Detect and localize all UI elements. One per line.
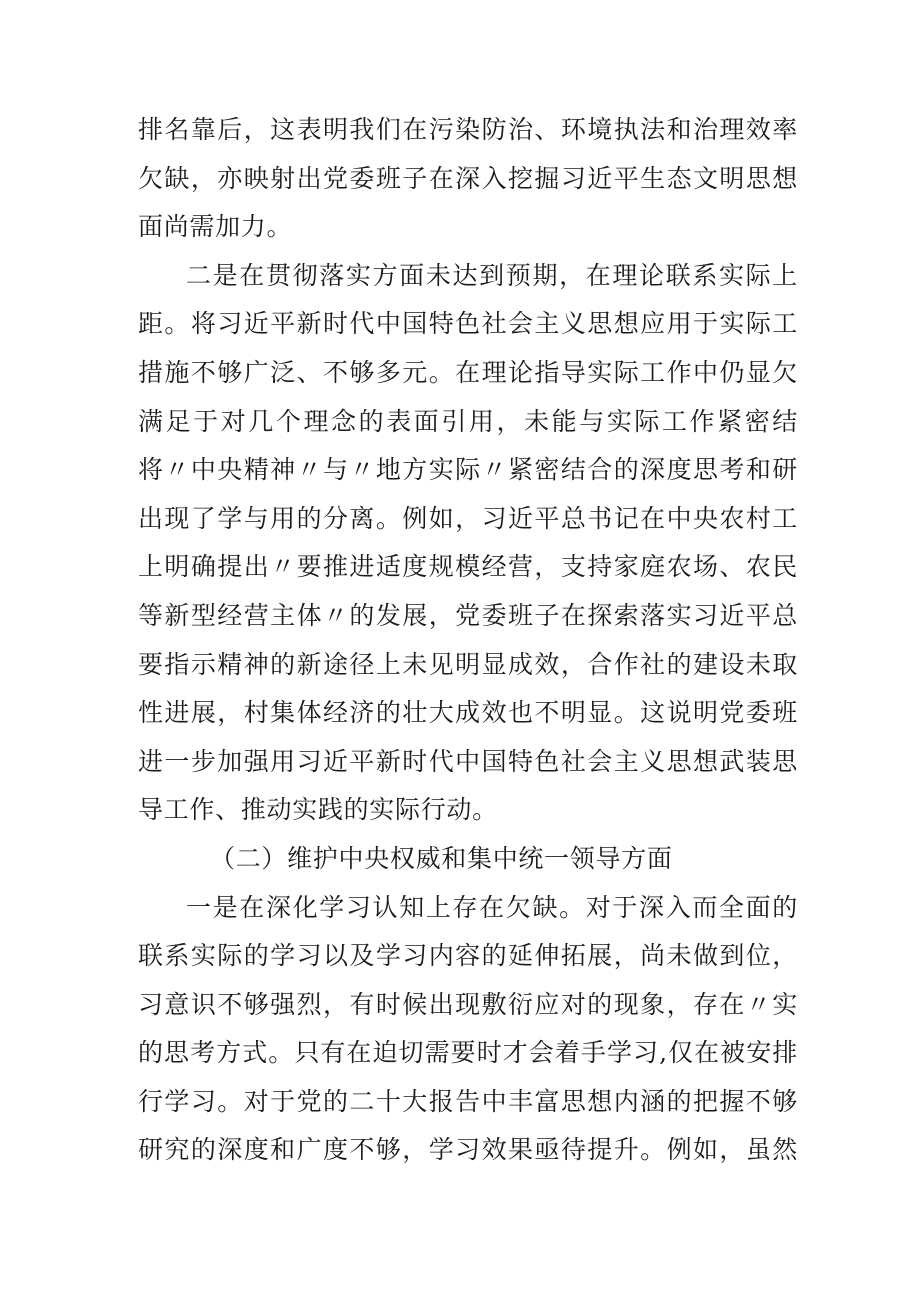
text-line: 排名靠后，这表明我们在污染防治、环境执法和治理效率 xyxy=(138,115,798,144)
text-line: 研究的深度和广度不够，学习效果亟待提升。例如，虽然 xyxy=(138,1135,798,1165)
text-line: 措施不够广泛、不够多元。在理论指导实际工作中仍显欠 xyxy=(138,357,798,387)
text-line: 满足于对几个理念的表面引用，未能与实际工作紧密结 xyxy=(138,406,798,436)
text-line: 导工作、推动实践的实际行动。 xyxy=(138,795,498,825)
text-line: 上明确提出〃要推进适度规模经营，支持家庭农场、农民 xyxy=(138,552,798,582)
text-line: 等新型经营主体〃的发展，党委班子在探索落实习近平总 xyxy=(138,600,798,630)
text-line: 行学习。对于党的二十大报告中丰富思想内涵的把握不够 xyxy=(138,1086,798,1116)
text-line: 性进展，村集体经济的壮大成效也不明显。这说明党委班 xyxy=(138,698,798,728)
text-line: 出现了学与用的分离。例如，习近平总书记在中央农村工 xyxy=(138,503,798,533)
text-line: 的思考方式。只有在迫切需要时才会着手学习,仅在被安排 xyxy=(138,1038,798,1068)
text-line: 将〃中央精神〃与〃地方实际〃紧密结合的深度思考和研 xyxy=(138,455,798,485)
section-heading: （二）维护中央权威和集中统一领导方面 xyxy=(210,843,673,873)
paragraph-start-line: 一是在深化学习认知上存在欠缺。对于深入而全面的 xyxy=(186,892,798,922)
text-line: 联系实际的学习以及学习内容的延伸拓展，尚未做到位， xyxy=(138,941,798,971)
text-line: 欠缺，亦映射出党委班子在深入挖掘习近平生态文明思想 xyxy=(138,163,798,193)
text-line: 距。将习近平新时代中国特色社会主义思想应用于实际工 xyxy=(138,309,798,339)
text-line: 习意识不够强烈，有时候出现敷衍应对的现象，存在〃实 xyxy=(138,989,798,1019)
paragraph-start-line: 二是在贯彻落实方面未达到预期，在理论联系实际上 xyxy=(186,260,798,290)
text-line: 要指示精神的新途径上未见明显成效，合作社的建设未取 xyxy=(138,649,798,679)
text-line: 面尚需加力。 xyxy=(138,212,293,242)
document-body xyxy=(138,106,798,1175)
text-line: 进一步加强用习近平新时代中国特色社会主义思想武装思 xyxy=(138,746,798,776)
